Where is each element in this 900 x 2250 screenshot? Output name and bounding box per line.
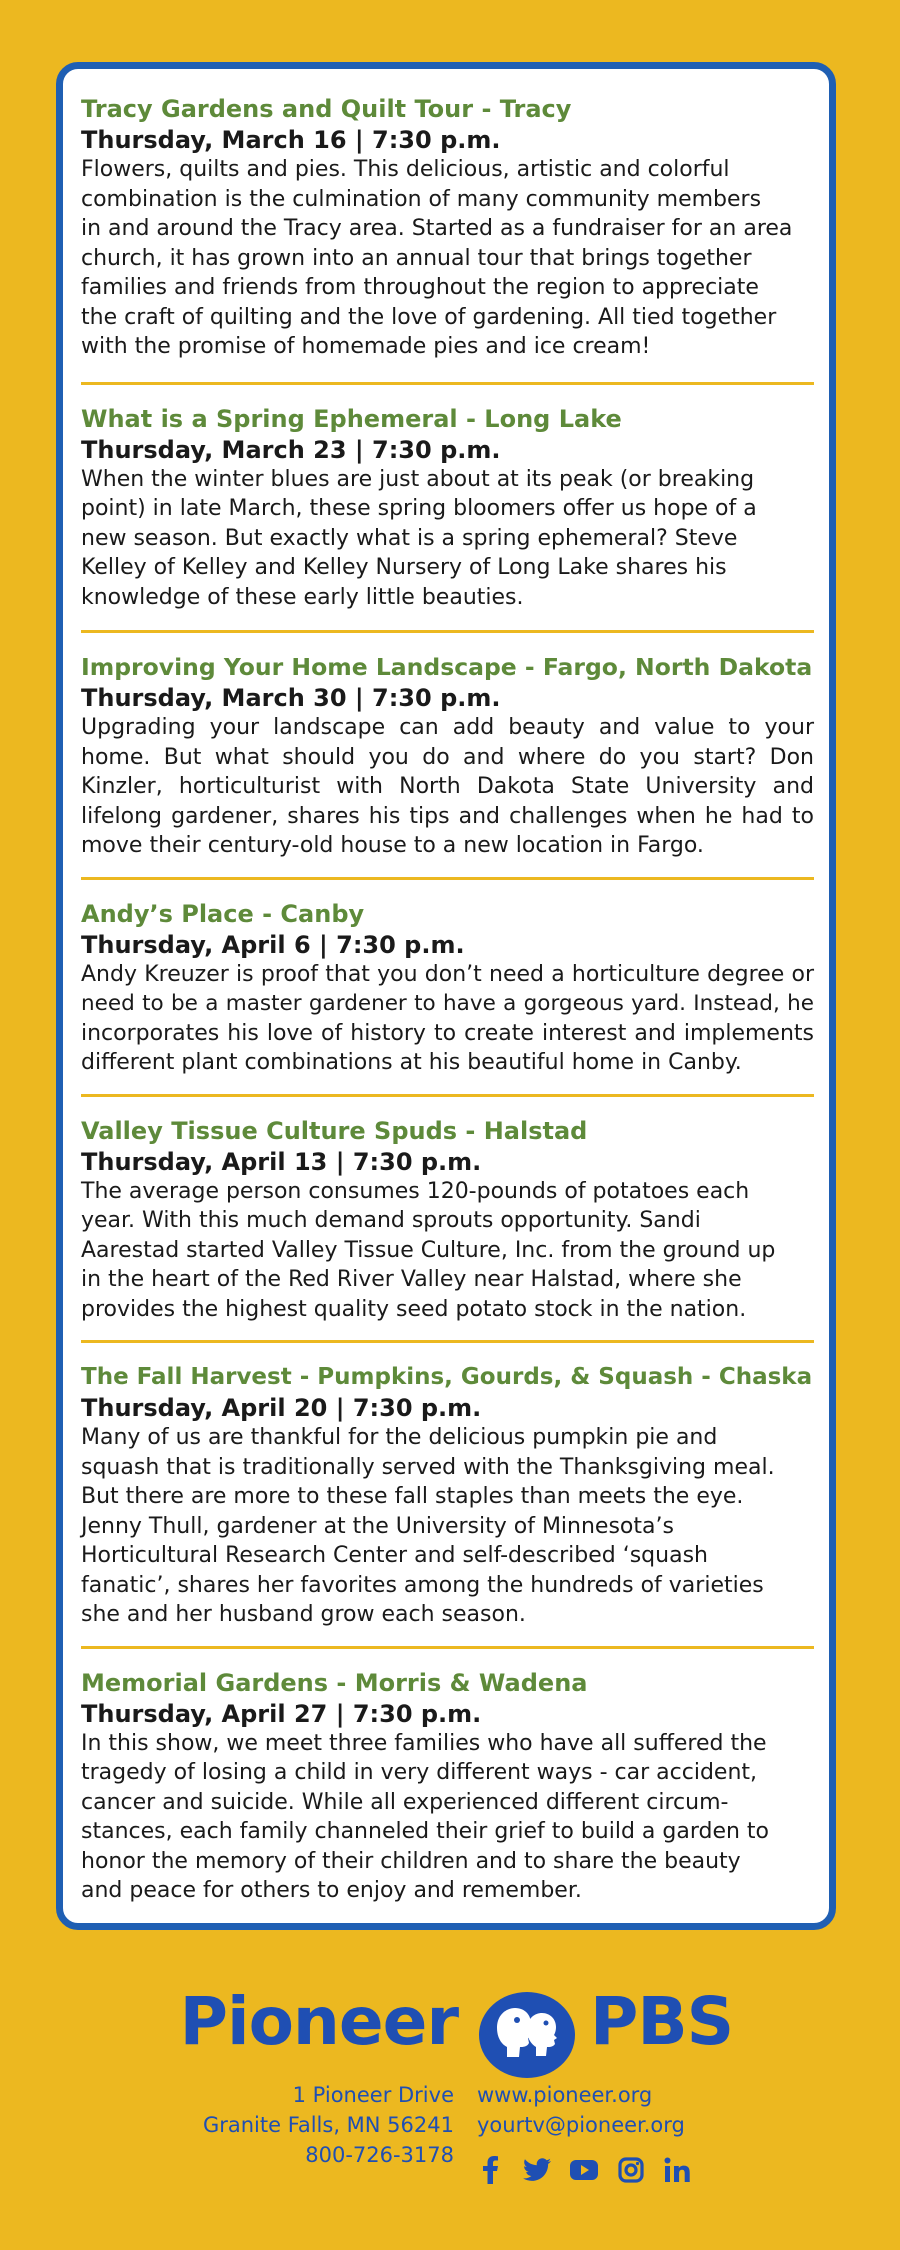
description-line: lifelong gardener, shares his tips and challenges when he had to [81,803,814,829]
event-datetime: Thursday, March 23 | 7:30 p.m. [81,435,501,464]
address-city: Granite Falls, MN 56241 [202,2113,454,2137]
youtube-icon[interactable] [569,2155,599,2185]
description-line: church, it has grown into an annual tour that brings together [81,245,752,271]
description-line: squash that is traditionally served with the Thanksgiving meal. [81,1454,775,1480]
event-item [81,1343,814,1649]
event-item [81,633,814,880]
phone-number: 800-726-3178 [305,2143,454,2167]
description-line: new season. But exactly what is a spring ephemeral? Steve [81,525,738,551]
description-line: But there are more to these fall staples than meets the eye. [81,1484,744,1509]
address-street: 1 Pioneer Drive [292,2083,454,2107]
event-item [81,880,814,1097]
description-line: honor the memory of their children and to share the beauty [81,1848,741,1874]
description-line: Horticultural Research Center and self-described ‘squash [81,1543,708,1568]
event-description [81,960,814,1078]
event-datetime: Thursday, April 13 | 7:30 p.m. [81,1147,482,1176]
description-line: combination is the culmination of many community members [81,186,762,212]
description-line: tragedy of losing a child in very different ways - car accident, [81,1760,758,1785]
description-line: with the promise of homemade pies and ice cream! [81,334,651,359]
social-links [475,2155,693,2185]
description-line: different plant combinations at his beautiful home in Canby. [81,1050,742,1075]
description-line: Upgrading your landscape can add beauty and value to your [81,715,814,740]
event-item [81,385,814,634]
event-item [81,1097,814,1344]
description-line: fanatic’, shares her favorites among the hundreds of varieties [81,1572,764,1598]
description-line: knowledge of these early little beauties. [81,584,524,610]
event-title: Andy’s Place - Canby [81,899,365,928]
event-title: Memorial Gardens - Morris & Wadena [81,1668,588,1697]
linkedin-icon[interactable] [663,2155,693,2185]
description-line: Flowers, quilts and pies. This delicious, artistic and colorful [81,157,730,182]
event-title: Tracy Gardens and Quilt Tour - Tracy [81,95,572,123]
description-line: year. With this much demand sprouts opportunity. Sandi [81,1208,701,1233]
schedule-card [56,62,836,1930]
event-item [81,93,814,385]
address-block [203,2080,454,2170]
event-description [81,1177,814,1325]
brand-name: Pioneer [179,1983,458,2060]
description-line: Aarestad started Valley Tissue Culture, Inc. from the ground up [81,1237,776,1263]
description-line: in the heart of the Red River Valley near Halstad, where she [81,1267,742,1292]
description-line: need to be a master gardener to have a gorgeous yard. Instead, he [81,991,814,1016]
event-item [81,1649,814,1906]
event-description [81,1729,814,1906]
description-line: In this show, we meet three families who have all suffered the [81,1730,767,1756]
event-datetime: Thursday, April 27 | 7:30 p.m. [81,1699,482,1728]
description-line: Many of us are thankful for the delicious pumpkin pie and [81,1425,718,1450]
event-datetime: Thursday, April 20 | 7:30 p.m. [81,1394,482,1422]
description-line: the craft of quilting and the love of gardening. All tied together [81,304,777,330]
event-description [81,1423,814,1630]
event-title: Improving Your Home Landscape - Fargo, North Dakota [81,653,813,681]
event-title: Valley Tissue Culture Spuds - Halstad [81,1116,588,1145]
description-line: in and around the Tracy area. Started as a fundraiser for an area [81,216,793,241]
facebook-icon[interactable] [475,2155,505,2185]
description-line: families and friends from throughout the region to appreciate [81,275,759,300]
description-line: Kinzler, horticulturist with North Dakota State University and [81,774,814,799]
contact-block [477,2080,685,2140]
description-line: cancer and suicide. While all experienced different circum- [81,1789,729,1815]
event-title: What is a Spring Ephemeral - Long Lake [81,404,622,433]
event-datetime: Thursday, March 30 | 7:30 p.m. [81,684,501,712]
instagram-icon[interactable] [616,2155,646,2185]
description-line: Jenny Thull, gardener at the University of Minnesota’s [81,1513,674,1539]
footer [0,1985,900,2250]
description-line: provides the highest quality seed potato stock in the nation. [81,1296,747,1322]
brand-pbs: PBS [590,1983,734,2060]
pbs-logo-icon [477,1990,577,2080]
event-datetime: Thursday, April 6 | 7:30 p.m. [81,930,465,959]
description-line: When the winter blues are just about at its peak (or breaking [81,466,755,492]
description-line: and peace for others to enjoy and remember. [81,1878,582,1903]
email-link[interactable]: yourtv@pioneer.org [477,2113,685,2137]
twitter-icon[interactable] [522,2155,552,2185]
description-line: stances, each family channeled their grief to build a garden to [81,1819,770,1844]
description-line: home. But what should you do and where do you start? Don [81,744,814,770]
description-line: point) in late March, these spring bloomers offer us hope of a [81,496,757,521]
description-line: Kelley of Kelley and Kelley Nursery of Long Lake shares his [81,555,727,580]
event-datetime: Thursday, March 16 | 7:30 p.m. [81,126,501,154]
website-link[interactable]: www.pioneer.org [477,2083,653,2107]
description-line: Andy Kreuzer is proof that you don’t need a horticulture degree or [81,961,814,987]
description-line: move their century-old house to a new location in Fargo. [81,833,704,858]
description-line: incorporates his love of history to create interest and implements [81,1020,814,1046]
description-line: The average person consumes 120-pounds of potatoes each [81,1178,750,1204]
event-list [81,93,814,1906]
description-line: she and her husband grow each season. [81,1602,526,1627]
event-title: The Fall Harvest - Pumpkins, Gourds, & Squash - Chaska [81,1364,813,1390]
event-description [81,155,814,362]
event-description [81,465,814,613]
event-description [81,713,814,861]
